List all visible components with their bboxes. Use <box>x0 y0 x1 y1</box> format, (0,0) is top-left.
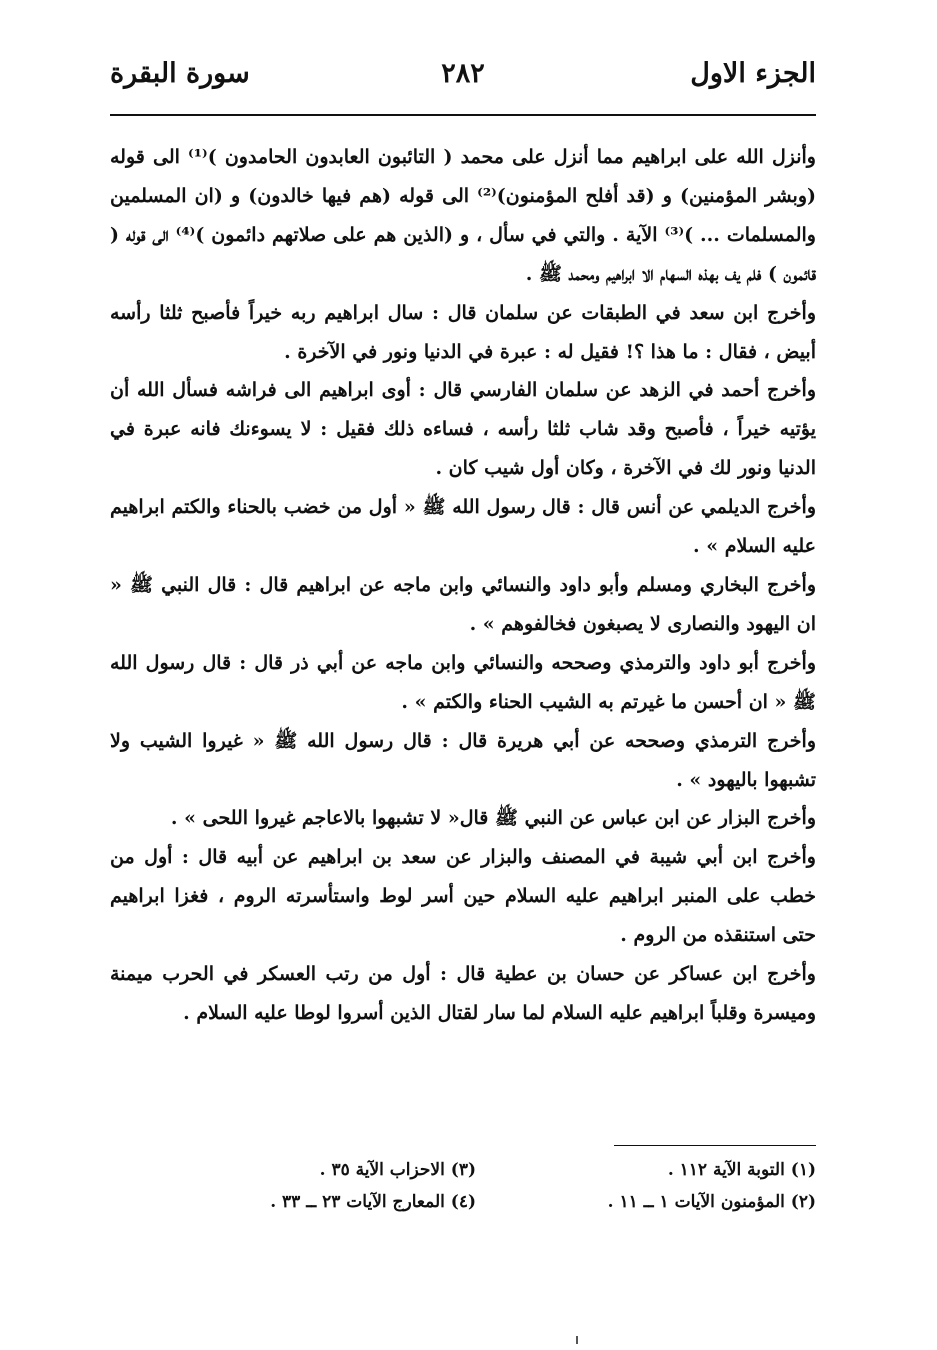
footnote-3: (٣) الاحزاب الآية ٣٥ . <box>319 1160 476 1180</box>
footnote-divider <box>614 1145 816 1146</box>
surah-title: سورة البقرة <box>110 58 250 89</box>
paragraph: وأخرج الديلمي عن أنس قال : قال رسول الله ﷺ « أول من خضب بالحناء والكتم ابراهيم عليه السلام » . <box>110 496 816 558</box>
paragraph: وأنزل الله على ابراهيم مما أنزل على محمد ( التائبون العابدون الحامدون )⁽¹⁾ الى قوله (وبشر المؤمنين) و (قد أفلح المؤمنون)⁽²⁾ الى قوله (هم فيها خالدون) و (ان المسلمين والمسلمات ... )⁽³⁾ الآية . والتي في سأل ، و (الذين هم على صلاتهم دائمون )⁽⁴⁾ الى قوله ( قائمون ) فلم يف بهذه السهام الا ابراهيم ومحمد ﷺ . <box>110 146 816 285</box>
paragraph: وأخرج البخاري ومسلم وأبو داود والنسائي وابن ماجه عن ابراهيم قال : قال النبي ﷺ « ان اليهود والنصارى لا يصبغون فخالفوهم » . <box>110 573 816 635</box>
page-header <box>110 58 816 108</box>
main-text <box>110 138 816 1033</box>
footnote-4: (٤) المعارج الآيات ٢٣ ــ ٣٣ . <box>270 1192 476 1212</box>
paragraph: وأخرج البزار عن ابن عباس عن النبي ﷺ قال« لا تشبهوا بالاعاجم غيروا اللحى » . <box>170 807 816 830</box>
footnote-2: (٢) المؤمنون الآيات ١ ــ ١١ . <box>607 1192 816 1212</box>
footnote-1: (١) التوبة الآية ١١٢ . <box>667 1160 816 1180</box>
page-number: ٢٨٢ <box>441 58 485 89</box>
paragraph: وأخرج ابن سعد في الطبقات عن سلمان قال : سال ابراهيم ربه خيراً فأصبح ثلثا رأسه أبيض ، فقال : ما هذا ؟! فقيل له : عبرة في الدنيا ونور في الآخرة . <box>110 301 816 363</box>
page-mark <box>576 1336 578 1344</box>
volume-title: الجزء الاول <box>690 58 816 89</box>
paragraph: وأخرج أبو داود والترمذي وصححه والنسائي وابن ماجه عن أبي ذر قال : قال رسول الله ﷺ « ان أحسن ما غيرتم به الشيب الحناء والكتم » . <box>110 651 816 713</box>
footnotes <box>250 1160 816 1220</box>
paragraph: وأخرج الترمذي وصححه عن أبي هريرة قال : قال رسول الله ﷺ « غيروا الشيب ولا تشبهوا باليهود » . <box>110 729 816 791</box>
paragraph: وأخرج أحمد في الزهد عن سلمان الفارسي قال : أوى ابراهيم الى فراشه فسأل الله أن يؤتيه خيراً ، فأصبح وقد شاب ثلثا رأسه ، فساءه ذلك فقيل : لا يسوءنك فانه عبرة في الدنيا ونور لك في الآخرة ، وكان أول شيب كان . <box>110 379 817 480</box>
header-divider <box>110 114 816 116</box>
paragraph: وأخرج ابن أبي شيبة في المصنف والبزار عن سعد بن ابراهيم عن أبيه قال : أول من خطب على المنبر ابراهيم عليه السلام حين أسر لوط واستأسرته الروم ، فغزا ابراهيم حتى استنقذه من الروم . <box>110 846 816 947</box>
paragraph: وأخرج ابن عساكر عن حسان بن عطية قال : أول من رتب العسكر في الحرب ميمنة وميسرة وقلباً ابراهيم عليه السلام لما سار لقتال الذين أسروا لوطا عليه السلام . <box>110 963 816 1024</box>
